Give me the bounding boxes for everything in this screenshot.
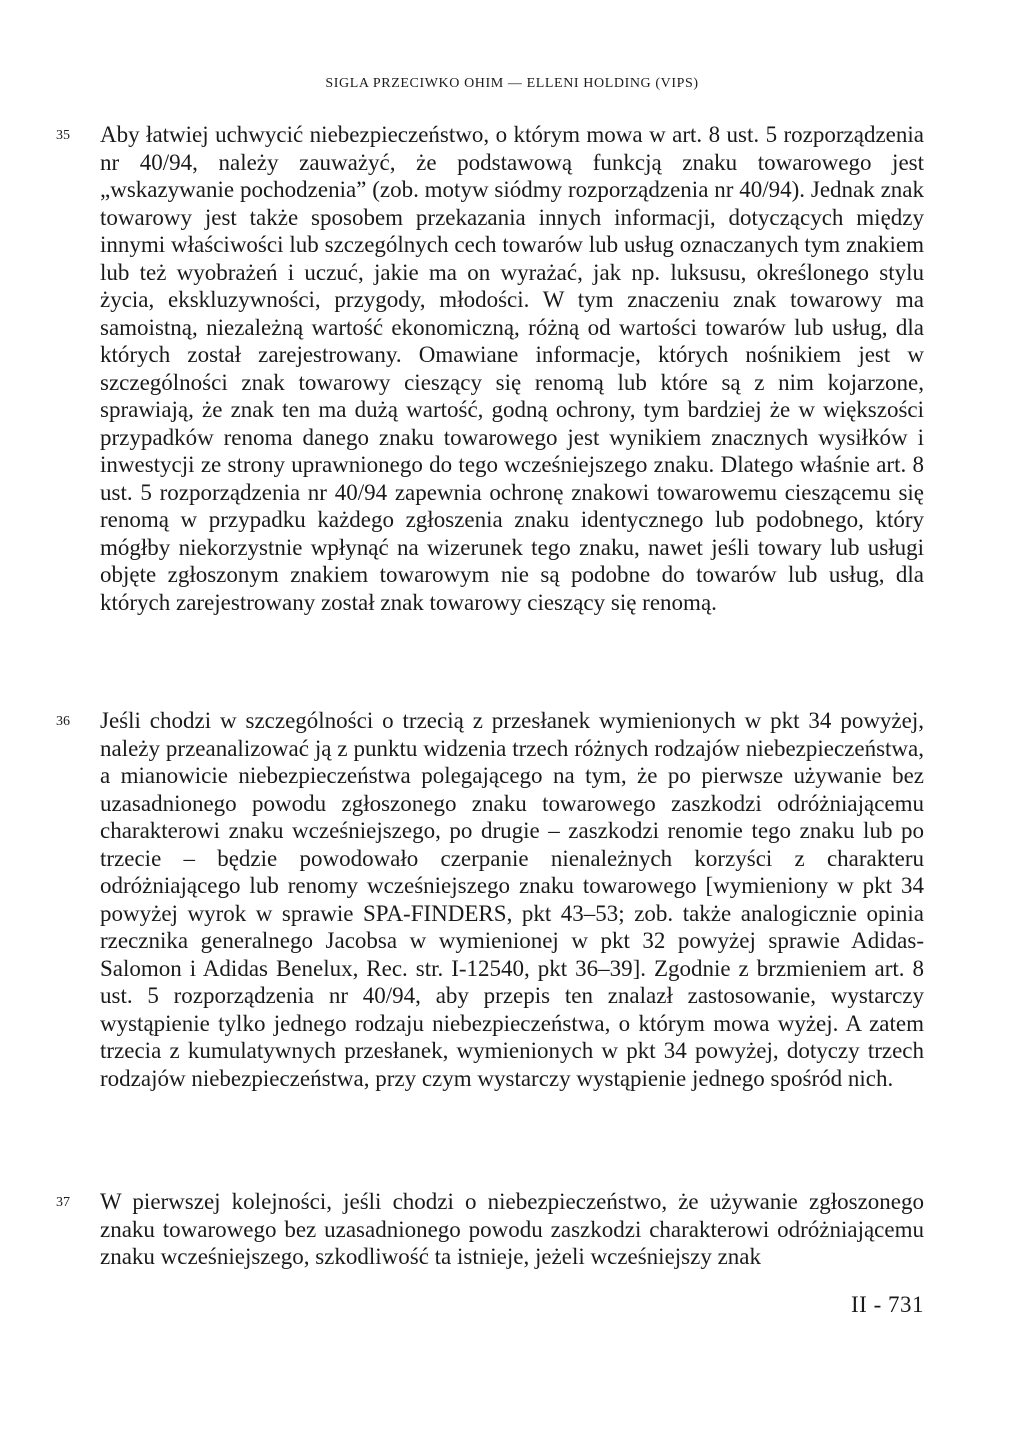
- paragraph-text: Jeśli chodzi w szczególności o trzecią z przesłanek wymienionych w pkt 34 powyżej, należy przeanalizować ją z punktu widzenia trzech różnych rodzajów niebezpieczeństwa, a mianowicie niebezpieczeństwa polegającego na tym, że po pierwsze używanie bez uzasadnionego powodu zgłoszonego znaku towarowego zaszkodzi odróżniającemu charakterowi znaku wcześniejszego, po drugie – zaszkodzi renomie tego znaku lub po trzecie – będzie powodowało czerpanie nienależnych korzyści z charakteru odróżniającego lub renomy wcześniejszego znaku towarowego [wymieniony w pkt 34 powyżej wyrok w sprawie SPA-FINDERS, pkt 43–53; zob. także analogicznie opinia rzecznika generalnego Jacobsa w wymienionej w pkt 32 powyżej sprawie Adidas-Salomon i Adidas Benelux, Rec. str. I-12540, pkt 36–39]. Zgodnie z brzmieniem art. 8 ust. 5 rozporządzenia nr 40/94, aby przepis ten znalazł zastosowanie, wystarczy wystąpienie tylko jednego rodzaju niebezpieczeństwa, o którym mowa wyżej. A zatem trzecia z kumulatywnych przesłanek, wymienionych w pkt 34 powyżej, dotyczy trzech rodzajów niebezpieczeństwa, przy czym wystarczy wystąpienie jednego spośród nich.: [100, 708, 924, 1091]
- paragraph-text: W pierwszej kolejności, jeśli chodzi o niebezpieczeństwo, że używanie zgłoszonego znaku towarowego bez uzasadnionego powodu zaszkodzi charakterowi odróżniającemu znaku wcześniejszego, szkodliwość ta istnieje, jeżeli wcześniejszy znak: [100, 1189, 924, 1269]
- page-number: II - 731: [851, 1292, 924, 1317]
- paragraph-number: 35: [56, 128, 70, 143]
- paragraph-number: 37: [56, 1195, 70, 1210]
- paragraph-text: Aby łatwiej uchwycić niebezpieczeństwo, o którym mowa w art. 8 ust. 5 rozporządzenia nr 40/94, należy zauważyć, że podstawową funkcją znaku towarowego jest „wskazywanie pochodzenia” (zob. motyw siódmy rozporządzenia nr 40/94). Jednak znak towarowy jest także sposobem przekazania innych informacji, dotyczących między innymi właściwości lub szczególnych cech towarów lub usług oznaczanych tym znakiem lub też wyobrażeń i uczuć, jakie ma on wyrażać, jak np. luksusu, określonego stylu życia, ekskluzywności, przygody, młodości. W tym znaczeniu znak towarowy ma samoistną, niezależną wartość ekonomiczną, różną od wartości towarów lub usług, dla których został zarejestrowany. Omawiane informacje, których nośnikiem jest w szczególności znak towarowy cieszący się renomą lub które są z nim kojarzone, sprawiają, że znak ten ma dużą wartość, godną ochrony, tym bardziej że w większości przypadków renoma danego znaku towarowego jest wynikiem znacznych wysiłków i inwestycji ze strony uprawnionego do tego wcześniejszego znaku. Dlatego właśnie art. 8 ust. 5 rozporządzenia nr 40/94 zapewnia ochronę znakowi towarowemu cieszącemu się renomą w przypadku każdego zgłoszenia znaku identycznego lub podobnego, który mógłby niekorzystnie wpłynąć na wizerunek tego znaku, nawet jeśli towary lub usługi objęte zgłoszonym znakiem towarowym nie są podobne do towarów lub usług, dla których zarejestrowany został znak towarowy cieszący się renomą.: [100, 122, 924, 615]
- running-header: SIGLA PRZECIWKO OHIM — ELLENI HOLDING (VIPS): [325, 76, 699, 91]
- paragraph-number: 36: [56, 714, 70, 729]
